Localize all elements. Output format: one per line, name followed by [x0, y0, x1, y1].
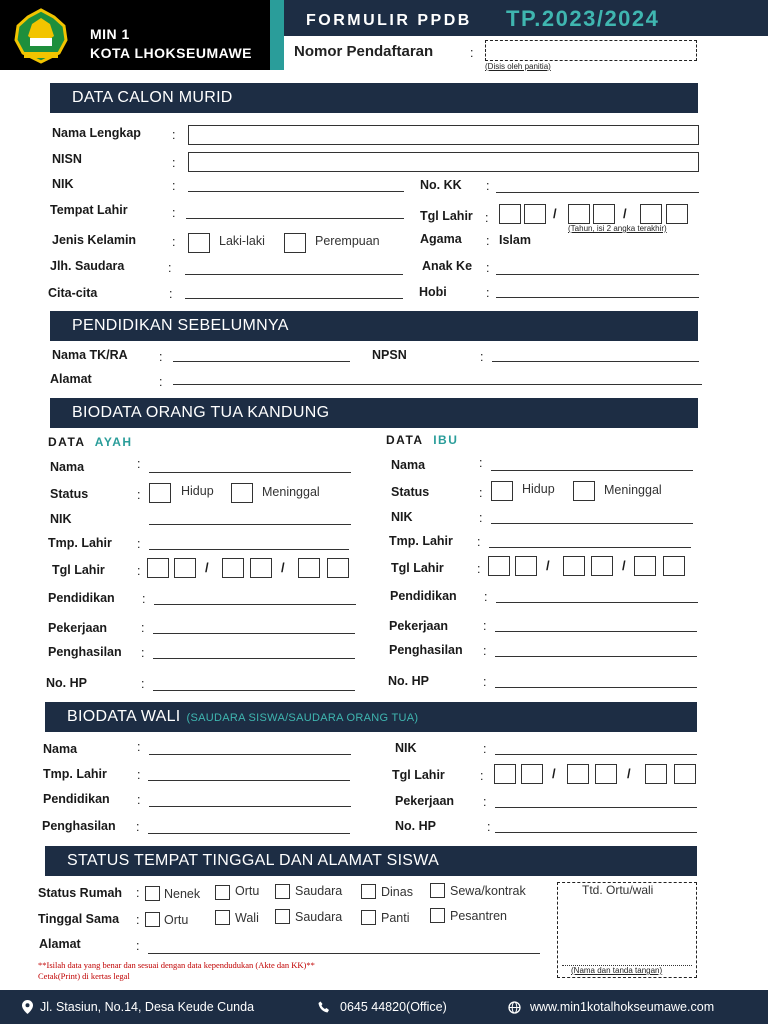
wali-tgl-year2[interactable] [674, 764, 696, 784]
label-jlh-saudara: Jlh. Saudara [50, 259, 125, 273]
label-pekerjaan-ibu: Pekerjaan [389, 619, 449, 633]
no-hp-wali-input[interactable] [495, 832, 697, 833]
colon: : [483, 644, 487, 658]
tinggal-opt-label: Panti [381, 911, 410, 925]
rumah-sewa-checkbox[interactable] [430, 883, 445, 898]
colon: : [172, 206, 176, 220]
nik-ibu-input[interactable] [491, 523, 693, 524]
alamat-siswa-input[interactable] [148, 953, 540, 954]
rumah-opt-label: Dinas [381, 885, 413, 899]
label-npsn: NPSN [372, 348, 407, 362]
tgl-lahir-year-digit2[interactable] [666, 204, 688, 224]
ibu-tgl-year2[interactable] [663, 556, 685, 576]
label-no-kk: No. KK [420, 178, 462, 192]
colon: : [159, 375, 163, 389]
label-no-hp-ibu: No. HP [388, 674, 429, 688]
ibu-meninggal-checkbox[interactable] [573, 481, 595, 501]
form-title: FORMULIR PPDB [306, 12, 472, 29]
colon: : [141, 621, 145, 635]
signature-note: (Nama dan tanda tangan) [571, 966, 663, 975]
nama-lengkap-input[interactable] [188, 125, 699, 145]
tgl-lahir-day-digit2[interactable] [524, 204, 546, 224]
laki-laki-checkbox[interactable] [188, 233, 210, 253]
label-pekerjaan-ayah: Pekerjaan [48, 621, 108, 635]
footer-website[interactable]: www.min1kotalhokseumawe.com [530, 1000, 715, 1014]
form-note-2: Cetak(Print) di kertas legal [38, 971, 130, 981]
ibu-tgl-year1[interactable] [634, 556, 656, 576]
section-title-pendidikan-sebelumnya: PENDIDIKAN SEBELUMNYA [50, 311, 698, 341]
nik-input[interactable] [188, 191, 404, 192]
rumah-opt-label: Ortu [235, 884, 260, 898]
date-separator: / [622, 558, 626, 573]
rumah-opt-label: Nenek [164, 887, 201, 901]
signature-line [562, 956, 692, 966]
ayah-hidup-label: Hidup [181, 484, 214, 498]
label-pendidikan-ibu: Pendidikan [390, 589, 457, 603]
ayah-tgl-year2[interactable] [327, 558, 349, 578]
colon: : [484, 590, 488, 604]
signature-label: Ttd. Ortu/wali [582, 883, 654, 897]
form-note-1: **Isilah data yang benar dan sesuai dengan data kependudukan (Akte dan KK)** [38, 960, 315, 970]
colon: : [172, 128, 176, 142]
pendidikan-ayah-input[interactable] [154, 604, 356, 605]
wali-tgl-day2[interactable] [521, 764, 543, 784]
rumah-dinas-checkbox[interactable] [361, 884, 376, 899]
rumah-ortu-checkbox[interactable] [215, 885, 230, 900]
tmp-lahir-wali-input[interactable] [148, 780, 350, 781]
label-anak-ke: Anak Ke [422, 259, 473, 273]
label-no-hp-wali: No. HP [395, 819, 436, 833]
registration-number-field[interactable] [485, 40, 697, 61]
nama-wali-input[interactable] [149, 754, 351, 755]
colon: : [141, 646, 145, 660]
colon: : [142, 592, 146, 606]
phone-icon [318, 1001, 330, 1013]
tinggal-saudara-checkbox[interactable] [275, 909, 290, 924]
tinggal-ortu-checkbox[interactable] [145, 912, 160, 927]
agama-value: Islam [499, 233, 531, 247]
ibu-tgl-month2[interactable] [591, 556, 613, 576]
pekerjaan-ayah-input[interactable] [153, 633, 355, 634]
label-tmp-lahir-ibu: Tmp. Lahir [389, 534, 453, 548]
nama-tk-ra-input[interactable] [173, 361, 350, 362]
ibu-hidup-checkbox[interactable] [491, 481, 513, 501]
wali-tgl-month2[interactable] [595, 764, 617, 784]
ayah-tgl-month1[interactable] [222, 558, 244, 578]
label-hobi: Hobi [419, 285, 447, 299]
label-nama-tk-ra: Nama TK/RA [52, 348, 128, 362]
label-nama-ayah: Nama [50, 460, 85, 474]
colon: : [486, 234, 490, 248]
colon: : [137, 740, 141, 754]
colon: : [479, 511, 483, 525]
tempat-lahir-input[interactable] [186, 218, 404, 219]
tgl-lahir-month-digit2[interactable] [593, 204, 615, 224]
colon: : [136, 820, 140, 834]
label-tgl-lahir-wali: Tgl Lahir [392, 768, 445, 782]
pekerjaan-wali-input[interactable] [495, 807, 697, 808]
ayah-meninggal-checkbox[interactable] [231, 483, 253, 503]
colon: : [137, 564, 141, 578]
colon: : [483, 742, 487, 756]
penghasilan-ayah-input[interactable] [153, 658, 355, 659]
tmp-lahir-ibu-input[interactable] [489, 547, 691, 548]
ibu-tgl-day1[interactable] [488, 556, 510, 576]
colon: : [479, 486, 483, 500]
label-no-hp-ayah: No. HP [46, 676, 87, 690]
tinggal-opt-label: Ortu [164, 913, 189, 927]
colon: : [169, 287, 173, 301]
label-tgl-lahir-ibu: Tgl Lahir [391, 561, 444, 575]
date-separator: / [546, 558, 550, 573]
tinggal-wali-checkbox[interactable] [215, 910, 230, 925]
label-penghasilan-wali: Penghasilan [42, 819, 116, 833]
label-nik-wali: NIK [395, 741, 417, 755]
colon: : [470, 46, 474, 60]
label-nik-ayah: NIK [50, 512, 72, 526]
ibu-tgl-day2[interactable] [515, 556, 537, 576]
label-pendidikan-ayah: Pendidikan [48, 591, 115, 605]
colon: : [480, 350, 484, 364]
pendidikan-wali-input[interactable] [149, 806, 351, 807]
penghasilan-ibu-input[interactable] [495, 656, 697, 657]
tinggal-pesantren-checkbox[interactable] [430, 908, 445, 923]
colon: : [136, 886, 140, 900]
footer-phone: 0645 44820(Office) [340, 1000, 447, 1014]
label-jenis-kelamin: Jenis Kelamin [52, 233, 137, 247]
tinggal-opt-label: Wali [235, 911, 259, 925]
ayah-hidup-checkbox[interactable] [149, 483, 171, 503]
colon: : [137, 793, 141, 807]
label-nama-wali: Nama [43, 742, 78, 756]
ayah-tgl-day1[interactable] [147, 558, 169, 578]
tgl-lahir-month-digit1[interactable] [568, 204, 590, 224]
ministry-logo-icon [10, 8, 72, 64]
label-status-ibu: Status [391, 485, 430, 499]
date-separator: / [281, 560, 285, 575]
nama-ayah-input[interactable] [149, 472, 351, 473]
rumah-opt-label: Sewa/kontrak [450, 884, 526, 898]
date-separator: / [623, 206, 627, 221]
globe-icon [508, 1001, 521, 1014]
label-nik-ibu: NIK [391, 510, 413, 524]
no-hp-ayah-input[interactable] [153, 690, 355, 691]
nama-ibu-input[interactable] [491, 470, 693, 471]
pekerjaan-ibu-input[interactable] [495, 631, 697, 632]
label-penghasilan-ayah: Penghasilan [48, 645, 122, 659]
colon: : [137, 768, 141, 782]
label-tmp-lahir-ayah: Tmp. Lahir [48, 536, 112, 550]
colon: : [486, 179, 490, 193]
label-agama: Agama [420, 232, 462, 246]
cita-cita-input[interactable] [185, 298, 403, 299]
label-pekerjaan-wali: Pekerjaan [395, 794, 455, 808]
no-kk-input[interactable] [496, 192, 699, 193]
location-pin-icon [22, 1000, 33, 1014]
label-cita-cita: Cita-cita [48, 286, 98, 300]
ayah-tgl-year1[interactable] [298, 558, 320, 578]
nisn-input[interactable] [188, 152, 699, 172]
registration-number-label: Nomor Pendaftaran [294, 43, 434, 60]
date-separator: / [552, 766, 556, 781]
perempuan-checkbox[interactable] [284, 233, 306, 253]
ibu-hidup-label: Hidup [522, 482, 555, 496]
label-nama-ibu: Nama [391, 458, 426, 472]
colon: : [487, 820, 491, 834]
date-separator: / [205, 560, 209, 575]
label-tgl-lahir-ayah: Tgl Lahir [52, 563, 105, 577]
colon: : [172, 179, 176, 193]
school-name-line2: KOTA LHOKSEUMAWE [90, 45, 252, 61]
form-year: TP.2023/2024 [506, 6, 660, 31]
npsn-input[interactable] [492, 361, 699, 362]
section-title-status-tempat-tinggal: STATUS TEMPAT TINGGAL DAN ALAMAT SISWA [45, 846, 697, 876]
ayah-tgl-day2[interactable] [174, 558, 196, 578]
footer-address: Jl. Stasiun, No.14, Desa Keude Cunda [40, 1000, 255, 1014]
colon: : [483, 675, 487, 689]
colon: : [137, 488, 141, 502]
rumah-opt-label: Saudara [295, 884, 343, 898]
label-penghasilan-ibu: Penghasilan [389, 643, 463, 657]
label-status-ayah: Status [50, 487, 89, 501]
data-ayah-heading: DATA AYAH [48, 435, 133, 449]
penghasilan-wali-input[interactable] [148, 833, 350, 834]
label-tinggal-sama: Tinggal Sama [38, 912, 120, 926]
header-accent-strip [270, 0, 284, 70]
hobi-input[interactable] [496, 297, 699, 298]
section-title-data-calon-murid: DATA CALON MURID [50, 83, 698, 113]
colon: : [477, 535, 481, 549]
colon: : [485, 211, 489, 225]
colon: : [483, 619, 487, 633]
perempuan-label: Perempuan [315, 234, 380, 248]
jlh-saudara-input[interactable] [185, 274, 403, 275]
tmp-lahir-ayah-input[interactable] [149, 549, 349, 550]
data-ibu-heading: DATA IBU [386, 433, 459, 447]
colon: : [480, 769, 484, 783]
tinggal-panti-checkbox[interactable] [361, 910, 376, 925]
nik-wali-input[interactable] [495, 754, 697, 755]
colon: : [137, 537, 141, 551]
wali-tgl-day1[interactable] [494, 764, 516, 784]
label-pendidikan-wali: Pendidikan [43, 792, 110, 806]
laki-laki-label: Laki-laki [219, 234, 265, 248]
rumah-nenek-checkbox[interactable] [145, 886, 160, 901]
tgl-lahir-note: (Tahun, isi 2 angka terakhir) [568, 224, 667, 233]
nik-ayah-input[interactable] [149, 524, 351, 525]
anak-ke-input[interactable] [496, 274, 699, 275]
date-separator: / [553, 206, 557, 221]
ayah-meninggal-label: Meninggal [262, 485, 320, 499]
colon: : [141, 677, 145, 691]
label-nama-lengkap: Nama Lengkap [52, 126, 141, 140]
label-tgl-lahir: Tgl Lahir [420, 209, 473, 223]
label-status-rumah: Status Rumah [38, 886, 123, 900]
colon: : [486, 286, 490, 300]
section-title-biodata-orang-tua: BIODATA ORANG TUA KANDUNG [50, 398, 698, 428]
label-alamat-sekolah: Alamat [50, 372, 92, 386]
colon: : [136, 913, 140, 927]
colon: : [168, 261, 172, 275]
colon: : [486, 261, 490, 275]
colon: : [136, 939, 140, 953]
biodata-wali-subtitle: (SAUDARA SISWA/SAUDARA ORANG TUA) [186, 712, 419, 724]
tinggal-opt-label: Saudara [295, 910, 343, 924]
colon: : [172, 156, 176, 170]
date-separator: / [627, 766, 631, 781]
wali-tgl-year1[interactable] [645, 764, 667, 784]
school-name-line1: MIN 1 [90, 26, 130, 42]
colon: : [479, 456, 483, 470]
alamat-sekolah-input[interactable] [173, 384, 702, 385]
tinggal-opt-label: Pesantren [450, 909, 507, 923]
colon: : [172, 235, 176, 249]
label-nisn: NISN [52, 152, 82, 166]
footer-bar [0, 990, 768, 1024]
rumah-saudara-checkbox[interactable] [275, 884, 290, 899]
label-tmp-lahir-wali: Tmp. Lahir [43, 767, 107, 781]
ayah-tgl-month2[interactable] [250, 558, 272, 578]
section-title-biodata-wali: BIODATA WALI (SAUDARA SISWA/SAUDARA ORANG TUA) [45, 702, 697, 732]
tgl-lahir-year-digit1[interactable] [640, 204, 662, 224]
label-tempat-lahir: Tempat Lahir [50, 203, 128, 217]
colon: : [477, 562, 481, 576]
colon: : [159, 350, 163, 364]
ibu-tgl-month1[interactable] [563, 556, 585, 576]
ibu-meninggal-label: Meninggal [604, 483, 662, 497]
label-alamat-siswa: Alamat [39, 937, 81, 951]
colon: : [483, 795, 487, 809]
label-nik: NIK [52, 177, 74, 191]
tgl-lahir-day-digit1[interactable] [499, 204, 521, 224]
wali-tgl-month1[interactable] [567, 764, 589, 784]
registration-note: (Disis oleh panitia) [485, 62, 551, 71]
colon: : [137, 457, 141, 471]
no-hp-ibu-input[interactable] [495, 687, 697, 688]
pendidikan-ibu-input[interactable] [496, 602, 698, 603]
